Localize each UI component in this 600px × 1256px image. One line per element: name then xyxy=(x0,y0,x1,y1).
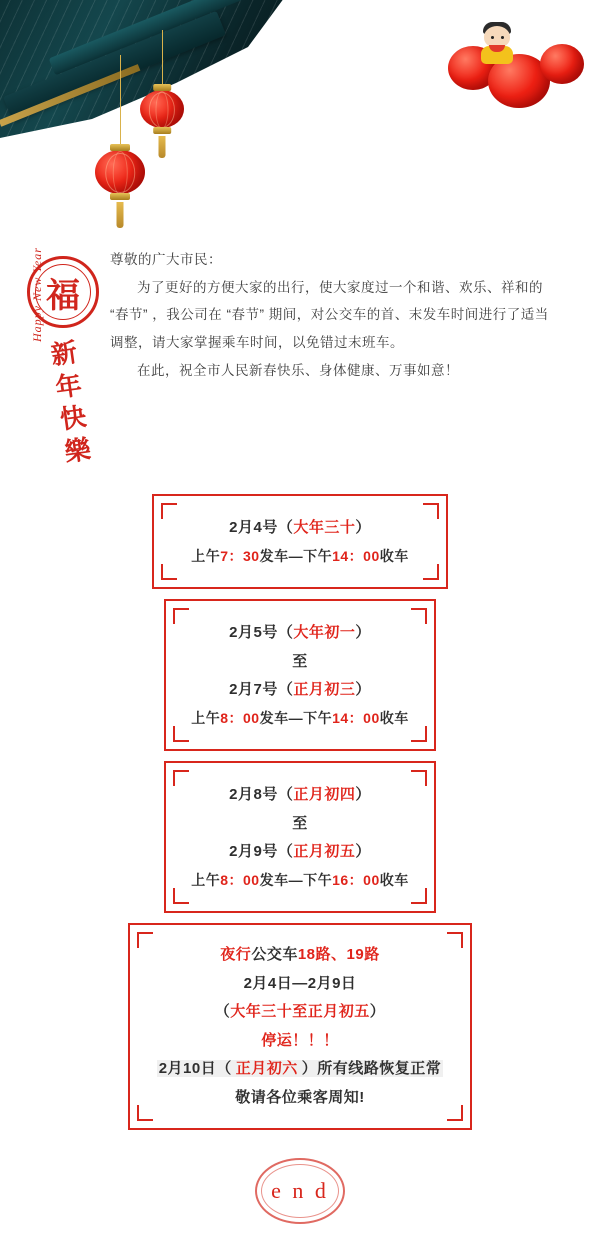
fu-character: 福 xyxy=(46,275,80,316)
highlight-text: 14：00 xyxy=(332,709,380,726)
card-line xyxy=(148,970,452,999)
card-corner-ornament xyxy=(173,770,189,786)
card-corner-ornament xyxy=(411,888,427,904)
plain-text: 公交车 xyxy=(251,946,298,964)
cluster-lantern xyxy=(540,44,584,84)
lantern-rib xyxy=(156,91,169,129)
plain-text: 2月7号（ xyxy=(229,681,294,699)
card-line xyxy=(186,781,414,810)
highlight-text: 大年初一 xyxy=(293,624,356,642)
card-corner-ornament xyxy=(161,564,177,580)
card-chuxi xyxy=(152,494,448,589)
lantern-cluster-graphic xyxy=(440,18,590,128)
card-corner-ornament xyxy=(137,932,153,948)
card-corner-ornament xyxy=(423,564,439,580)
highlight-text: 16：00 xyxy=(332,871,380,888)
lantern-tassel xyxy=(117,202,124,228)
plain-text: 上午 xyxy=(191,709,221,726)
highlight-text: 夜行 xyxy=(220,946,252,964)
plain-text: ）所有线路恢复正常 xyxy=(301,1060,442,1078)
end-seal-text: e n d xyxy=(271,1178,329,1204)
highlight-text: 8：00 xyxy=(220,871,260,888)
highlight-text: 正月初五 xyxy=(293,843,356,861)
plain-text: 至 xyxy=(292,814,308,832)
header-banner xyxy=(0,0,600,240)
highlight-text: 18路、19路 xyxy=(297,946,380,964)
card-line xyxy=(186,648,414,677)
highlight-text: 大年三十至正月初五 xyxy=(230,1003,370,1021)
plain-text: 收车 xyxy=(379,547,409,564)
card-line xyxy=(186,676,414,705)
happy-new-year-chinese: 新年快樂 xyxy=(49,337,93,468)
card-line xyxy=(148,941,452,970)
highlight-text: 14：00 xyxy=(332,547,380,564)
hanging-lantern-icon xyxy=(95,150,145,194)
plain-text: 2月8号（ xyxy=(229,786,294,804)
boy-eye xyxy=(501,36,504,39)
highlight-text: 大年三十 xyxy=(293,519,356,536)
highlight-text: 停运！！！ xyxy=(261,1031,339,1049)
plain-text: 发车—下午 xyxy=(259,709,333,726)
plain-text: 上午 xyxy=(191,871,221,888)
card-night-bus xyxy=(128,923,472,1130)
card-corner-ornament xyxy=(173,888,189,904)
card-corner-ornament xyxy=(411,608,427,624)
plain-text: ） xyxy=(355,681,371,699)
card-line xyxy=(148,1027,452,1056)
letter-salutation: 尊敬的广大市民： xyxy=(110,252,222,267)
letter-paragraph-2: 在此，祝全市人民新春快乐、身体健康、万事如意！ xyxy=(137,362,459,378)
happy-new-year-english: Happy New Year xyxy=(30,247,44,342)
plain-text: （ xyxy=(214,1003,231,1021)
card-line xyxy=(174,514,426,543)
plain-text: 敬请各位乘客周知! xyxy=(235,1088,365,1106)
card-corner-ornament xyxy=(447,932,463,948)
lantern-string xyxy=(162,30,163,90)
lantern-rib xyxy=(113,151,128,194)
card-line xyxy=(174,543,426,570)
plain-text: 发车—下午 xyxy=(259,871,333,888)
card-corner-ornament xyxy=(161,503,177,519)
card-line xyxy=(148,998,452,1027)
plain-text: ） xyxy=(355,786,371,804)
highlight-text: 8：00 xyxy=(220,709,260,726)
card-corner-ornament xyxy=(137,1105,153,1121)
card-line xyxy=(186,810,414,839)
plain-text: 收车 xyxy=(379,709,409,726)
plain-text: 2月4号（ xyxy=(229,519,294,536)
highlight-text: 正月初六 xyxy=(235,1060,298,1078)
boy-eye xyxy=(491,36,494,39)
lantern-string xyxy=(120,55,121,150)
end-seal xyxy=(255,1158,345,1224)
card-corner-ornament xyxy=(411,726,427,742)
letter-text xyxy=(110,246,560,384)
plain-text: 至 xyxy=(292,652,308,670)
plain-text: ） xyxy=(355,624,371,642)
card-line xyxy=(186,705,414,732)
card-corner-ornament xyxy=(411,770,427,786)
card-corner-ornament xyxy=(423,503,439,519)
card-chusi-chuwu xyxy=(164,761,436,913)
card-line xyxy=(186,867,414,894)
footer xyxy=(0,1158,600,1224)
plain-text: 发车—下午 xyxy=(259,547,333,564)
new-year-boy-icon xyxy=(476,18,518,64)
plain-text: 2月4日—2月9日 xyxy=(243,974,357,992)
fu-seal-block xyxy=(18,247,108,468)
card-corner-ornament xyxy=(447,1105,463,1121)
letter-paragraph-1: 为了更好的方便大家的出行，使大家度过一个和谐、欢乐、祥和的 “春节” ，我公司在 “春节” 期间，对公交车的首、末发车时间进行了适当调整，请大家掌握乘车时间，以免错过末班车。 xyxy=(110,279,549,351)
plain-text: 2月9号（ xyxy=(229,843,294,861)
plain-text: ） xyxy=(369,1003,386,1021)
card-chuyi-chusan xyxy=(164,599,436,751)
card-line xyxy=(186,619,414,648)
highlight-text: 7：30 xyxy=(220,547,260,564)
plain-text: 2月5号（ xyxy=(229,624,294,642)
card-corner-ornament xyxy=(173,726,189,742)
lantern-body xyxy=(95,150,145,194)
highlight-text: 正月初四 xyxy=(293,786,356,804)
plain-text: ） xyxy=(355,519,371,536)
card-line xyxy=(148,1055,452,1084)
plain-text: 上午 xyxy=(191,547,221,564)
lantern-body xyxy=(140,90,184,128)
card-corner-ornament xyxy=(173,608,189,624)
plain-text: 2月10日（ xyxy=(158,1060,232,1078)
plain-text: ） xyxy=(355,843,371,861)
plain-text: 收车 xyxy=(379,871,409,888)
schedule-card-list xyxy=(0,494,600,1130)
card-line xyxy=(186,838,414,867)
announcement-letter xyxy=(0,246,600,476)
card-line xyxy=(148,1084,452,1113)
hanging-lantern-icon xyxy=(140,90,184,128)
highlight-text: 正月初三 xyxy=(293,681,356,699)
lantern-tassel xyxy=(159,136,166,158)
